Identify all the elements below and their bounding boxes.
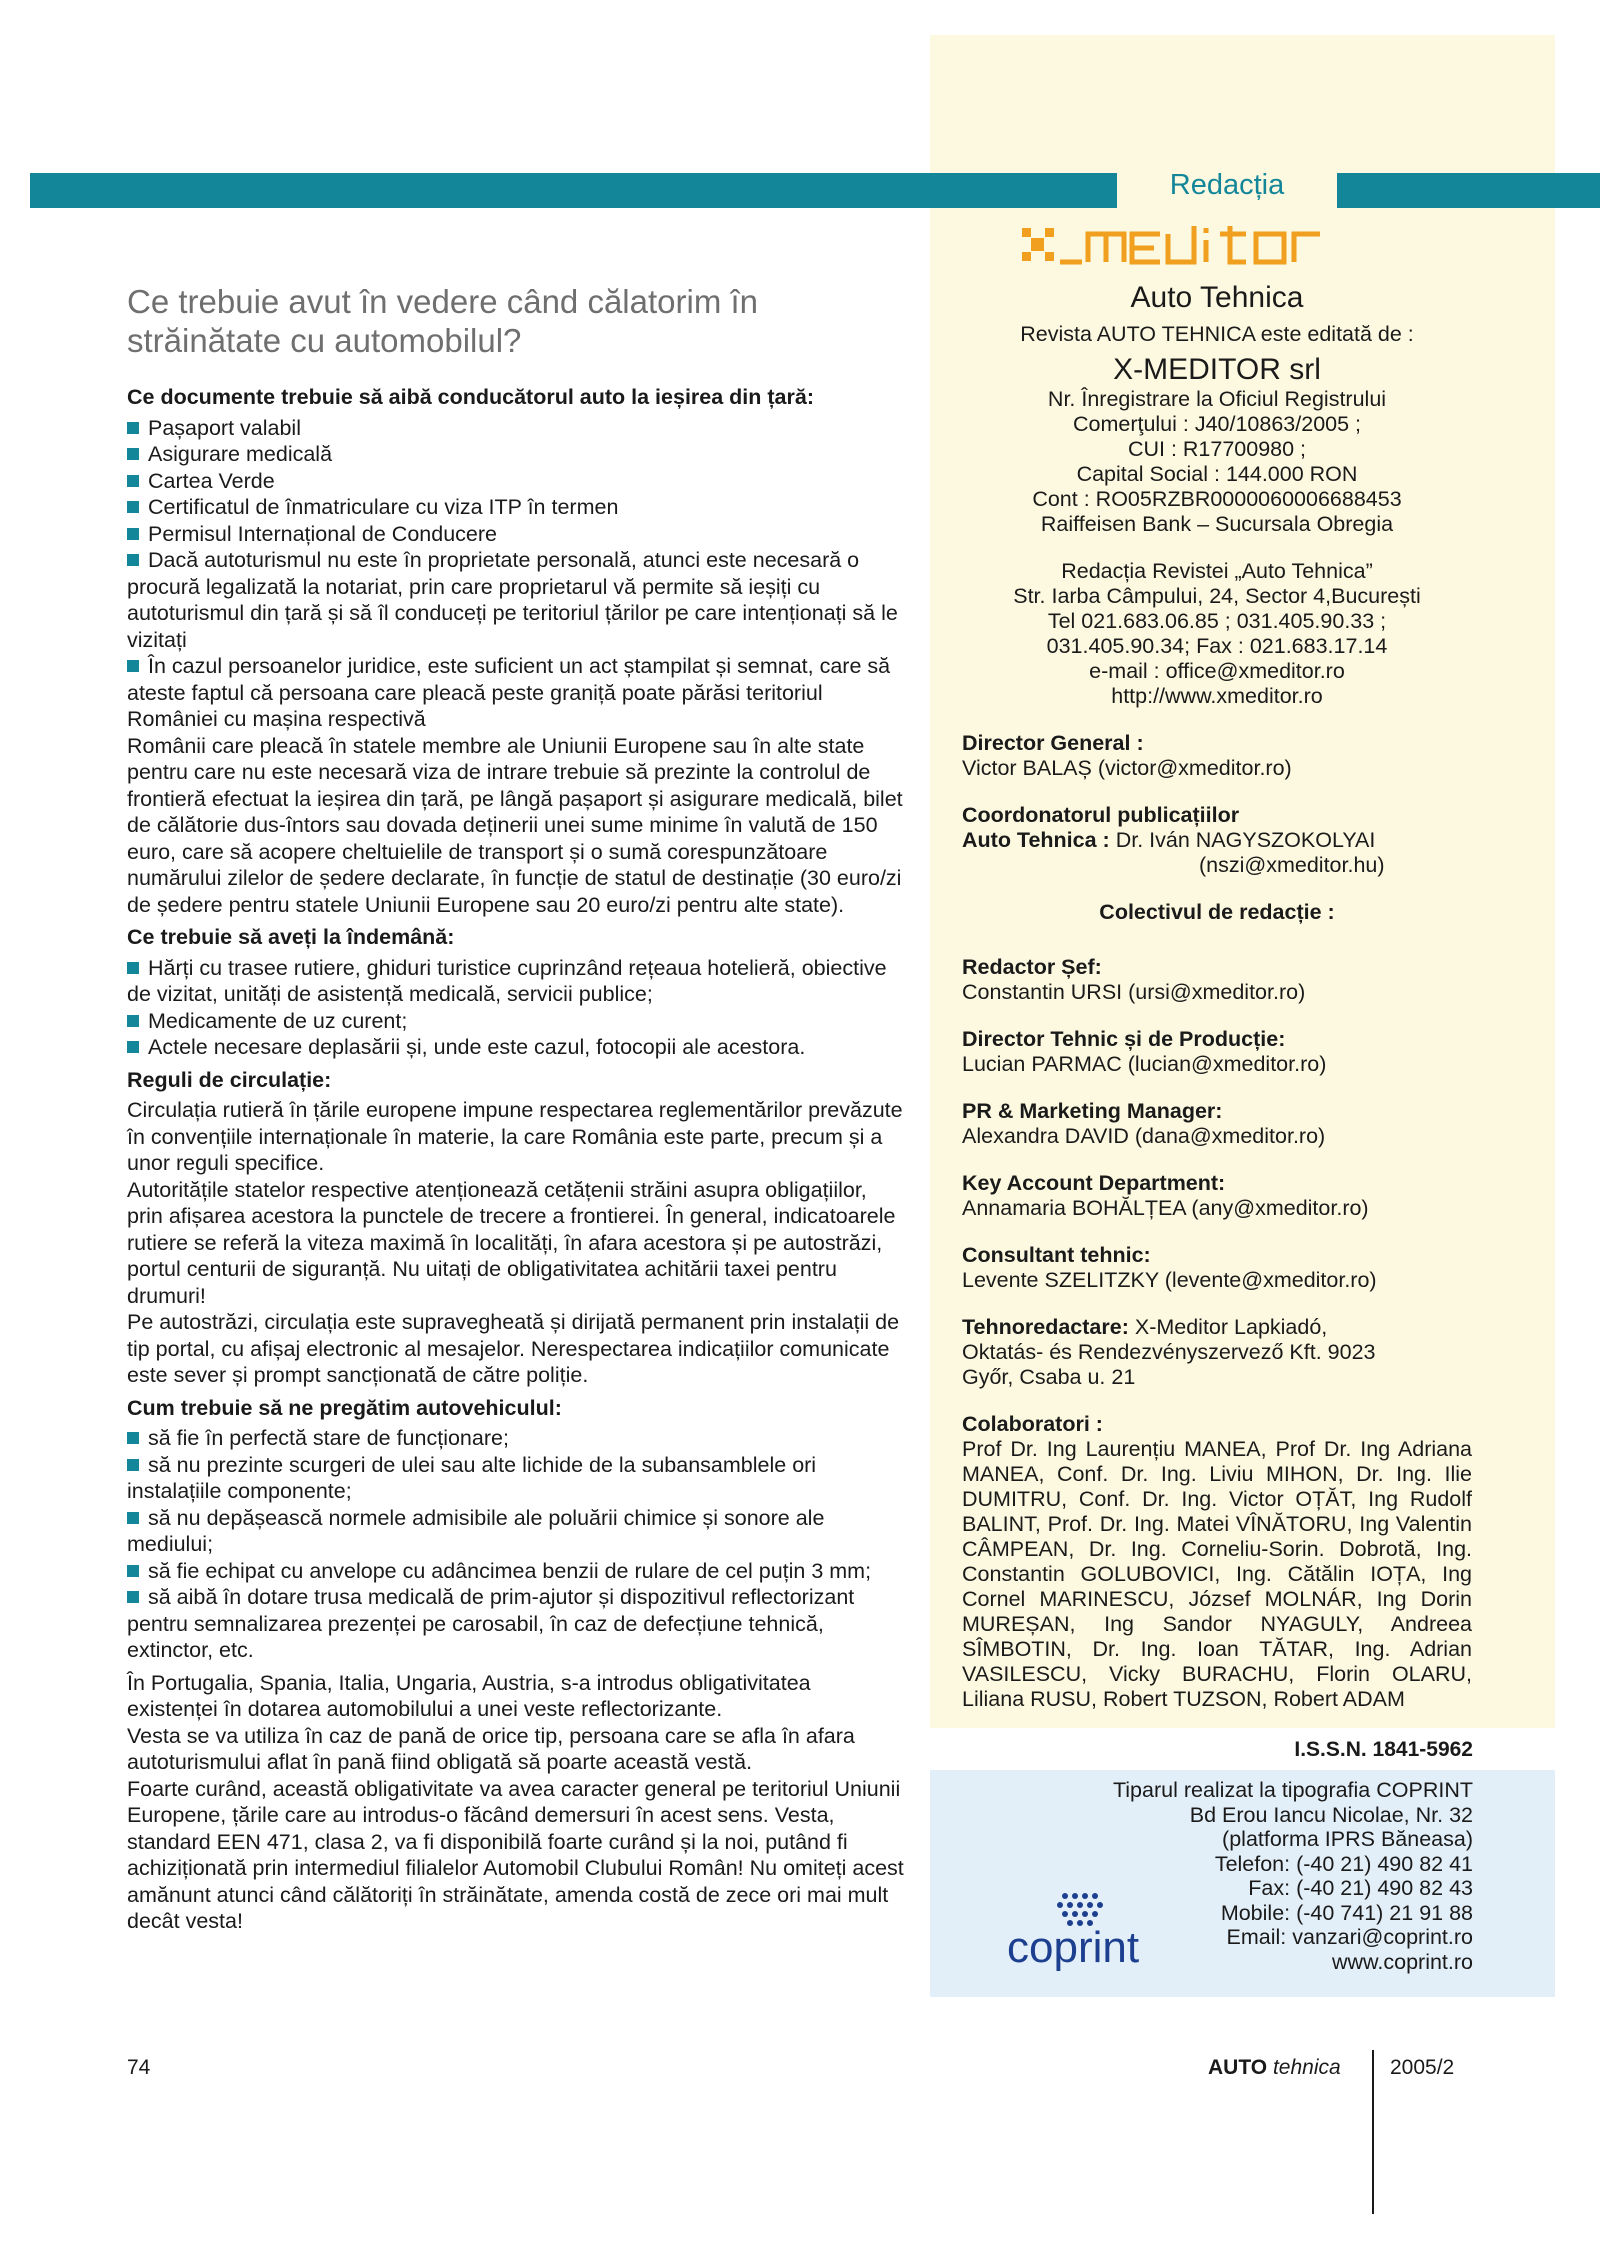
- edited-by: Revista AUTO TEHNICA este editată de :: [1020, 322, 1414, 346]
- paragraph-romanians: Românii care pleacă în statele membre ale Uniunii Europene sau în alte state pentru care nu este necesară viza de intrare trebuie să prezinte la controlul de frontieră efectuat la ieșirea din țară, pe lângă pașaport și asigurare medicală, bilet de călătorie dus-întors sau dovada deținerii unei sume minime în valută de 150 euro, care să acopere cheltuielile de transport și o sumă corespunzătoare numărului zilelor de ședere declarate, în funcție de statul de destinație (30 euro/zi de ședere pentru statele Uniunii Europene sau 20 euro/zi pentru alte state).: [127, 733, 903, 917]
- issn: I.S.S.N. 1841-5962: [1294, 1738, 1473, 1761]
- kam-block: Key Account Department: Annamaria BOHĂLȚEA (any@xmeditor.ro): [962, 1171, 1369, 1220]
- footer-divider: [1372, 2050, 1374, 2214]
- issue-number: 2005/2: [1390, 2056, 1455, 2079]
- paragraph-vest-3: Foarte curând, această obligativitate va avea caracter general pe teritoriul Uniunii Europene, țările care au introdus-o făcând demersuri în acest sens. Vesta, standard EEN 471, clasa 2, va fi disponibilă foarte curând și la noi, putând fi achiziționată prin intermediul filialelor Automobil Clubului Român! Nu omiteți acest amănunt atunci când călătoriți în străinătate, amenda costă de zece ori mai mult decât vesta!: [127, 1776, 904, 1933]
- bullet-icon: [127, 528, 139, 540]
- paragraph-rules-3: Pe autostrăzi, circulația este supravegheată și dirijată permanent prin instalații de tip portal, cu afișaj electronic al mesajelor. Nerespectarea indicațiilor comunicate este sever și prompt sancționată de către poliție.: [127, 1310, 900, 1387]
- team-heading: Colectivul de redacție :: [1099, 900, 1335, 924]
- chief-block: Redactor Șef: Constantin URSI (ursi@xmeditor.ro): [962, 955, 1306, 1004]
- list-item: să fie echipat cu anvelope cu adâncimea benzii de rulare de cel puțin 3 mm;: [127, 1558, 907, 1585]
- list-item: Actele necesare deplasării și, unde este cazul, fotocopii ale acestora.: [127, 1034, 907, 1061]
- bullet-icon: [127, 501, 139, 513]
- bullet-icon: [127, 1512, 139, 1524]
- handy-list: [127, 955, 907, 1061]
- prep-heading: Cum trebuie să ne pregătim autovehiculul:: [127, 1395, 562, 1420]
- masthead: [962, 278, 1472, 1712]
- bullet-icon: [127, 660, 139, 672]
- office-email[interactable]: e-mail : office@xmeditor.ro: [1089, 659, 1345, 683]
- bullet-icon: [127, 475, 139, 487]
- bullet-icon: [127, 1565, 139, 1577]
- paragraph-rules-2: Autoritățile statelor respective atenționează cetățenii străini asupra obligațiilor, prin afișarea acestora la punctele de trecere a frontierei. În general, indicatoarele rutiere se referă la viteza maximă în localități, în afara acestora și pe autostrăzi, portul centurii de siguranță. Nu uitați de obligativitatea achitării taxei pentru drumuri!: [127, 1177, 896, 1308]
- list-item: Dacă autoturismul nu este în proprietate personală, atunci este necesară o procură legalizată la notariat, prin care proprietarul vă permite să ieșiți cu autoturismul din țară și să îl conduceți pe teritoriul țărilor pe care intenționați să le vizitați: [127, 548, 898, 652]
- header-bar-right: [1337, 173, 1600, 208]
- prep-list: [127, 1425, 907, 1664]
- office-website[interactable]: http://www.xmeditor.ro: [1111, 684, 1323, 708]
- collaborators-block: Colaboratori : Prof Dr. Ing Laurențiu MANEA, Prof Dr. Ing Adriana MANEA, Conf. Dr. Ing. Liviu MIHON, Dr. Ing. Ilie DUMITRU, Conf. Dr. Ing. Victor OȚĂT, Ing Rudolf BALINT, Prof. Dr. Ing. Matei VÎNĂTORU, Ing Valentin CÂMPEAN, Dr. Ing. Corneliu-Sorin. Dobrotă, Ing. Constantin GOLUBOVICI, Ing. Cătălin IOȚA, Ing Cornel MARINESCU, József MOLNÁR, Ing Dorin MUREȘAN, Ing Sandor NYAGULY, Andreea SÎMBOTIN, Dr. Ing. Ioan TĂTAR, Ing. Adrian VASILESCU, Vicky BURACHU, Florin OLARU, Liliana RUSU, Robert TUZSON, Robert ADAM: [962, 1412, 1472, 1711]
- article: [127, 282, 907, 1935]
- magazine-name: Auto Tehnica: [1130, 281, 1304, 314]
- printer-details: Tiparul realizat la tipografia COPRINT Bd Erou Iancu Nicolae, Nr. 32 (platforma IPRS Băneasa) Telefon: (-40 21) 490 82 41 Fax: (-40 21) 490 82 43 Mobile: (-40 741) 21 91 88 Email: vanzari@coprint.ro www.coprint.ro: [953, 1778, 1473, 1974]
- publisher-details: Nr. Înregistrare la Oficiul Registrului Comerţului : J40/10863/2005 ; CUI : R17700980 ; Capital Social : 144.000 RON Cont : RO05RZBR0000060006688453 Raiffeisen Bank – Sucursala Obregia: [1032, 387, 1402, 536]
- footer-magazine: AUTO tehnica: [1208, 2056, 1341, 2079]
- list-item: Pașaport valabil: [127, 415, 907, 442]
- bullet-icon: [127, 1432, 139, 1444]
- list-item: Certificatul de înmatriculare cu viza ITP în termen: [127, 494, 907, 521]
- bullet-icon: [127, 1591, 139, 1603]
- printer-email[interactable]: Email: vanzari@coprint.ro: [1226, 1925, 1473, 1949]
- bullet-icon: [127, 422, 139, 434]
- meditor-logo: [1020, 222, 1350, 268]
- bullet-icon: [127, 554, 139, 566]
- coprint-logo: [1005, 1888, 1165, 1976]
- bullet-icon: [127, 1041, 139, 1053]
- list-item: să nu depășească normele admisibile ale poluării chimice și sonore ale mediului;: [127, 1505, 825, 1556]
- bullet-icon: [127, 448, 139, 460]
- tech-block: Director Tehnic și de Producție: Lucian PARMAC (lucian@xmeditor.ro): [962, 1027, 1327, 1076]
- publisher-name: X-MEDITOR srl: [1113, 353, 1321, 386]
- paragraph-vest-2: Vesta se va utiliza în caz de pană de orice tip, persoana care se afla în afara autoturismului aflat în pană fiind obligată să poarte această vestă.: [127, 1723, 855, 1774]
- page-number: 74: [127, 2056, 151, 2079]
- office-details: Redacția Revistei „Auto Tehnica” Str. Iarba Câmpului, 24, Sector 4,București Tel 021.683.06.85 ; 031.405.90.33 ; 031.405.90.34; Fax : 021.683.17.14 e-mail : office@xmeditor.ro http://www.xmeditor.ro: [962, 559, 1472, 709]
- rules-heading: Reguli de circulație:: [127, 1067, 332, 1092]
- list-item: Hărți cu trasee rutiere, ghiduri turistice cuprinzând rețeaua hotelieră, obiective de vizitat, unități de asistență medicală, servicii publice;: [127, 955, 887, 1006]
- list-item: În cazul persoanelor juridice, este suficient un act ștampilat și semnat, care să ateste faptul că persoana care pleacă peste graniță poate părăsi teritoriul României cu mașina respectivă: [127, 654, 891, 731]
- list-item: Asigurare medicală: [127, 441, 907, 468]
- list-item: să fie în perfectă stare de funcționare;: [127, 1425, 907, 1452]
- dtp-block: Tehnoredactare: X-Meditor Lapkiadó, Oktatás- és Rendezvényszervező Kft. 9023 Győr, Csaba u. 21: [962, 1315, 1376, 1389]
- documents-heading: Ce documente trebuie să aibă conducătorul auto la ieșirea din țară:: [127, 385, 814, 409]
- handy-heading: Ce trebuie să aveți la îndemână:: [127, 925, 455, 949]
- paragraph-vest-1: În Portugalia, Spania, Italia, Ungaria, Austria, s-a introdus obligativitatea existenței în dotarea automobilului a unei veste reflectorizante.: [127, 1670, 811, 1721]
- list-item: să nu prezinte scurgeri de ulei sau alte lichide de la subansamblele ori instalațiile componente;: [127, 1452, 817, 1503]
- list-item: Medicamente de uz curent;: [127, 1008, 907, 1035]
- paragraph-rules-1: Circulația rutieră în țările europene impune respectarea reglementărilor prevăzute în convențiile internaționale în materie, la care România este parte, precum și a unor reguli specifice.: [127, 1098, 903, 1175]
- bullet-icon: [127, 1015, 139, 1027]
- list-item: Cartea Verde: [127, 468, 907, 495]
- documents-list: [127, 415, 907, 733]
- coprint-logo-text: coprint: [1007, 1923, 1140, 1972]
- consultant-block: Consultant tehnic: Levente SZELITZKY (levente@xmeditor.ro): [962, 1243, 1377, 1292]
- list-item: să aibă în dotare trusa medicală de prim-ajutor și dispozitivul reflectorizant pentru semnalizarea prezenței pe carosabil, în caz de defecțiune tehnică, extinctor, etc.: [127, 1585, 855, 1662]
- header-bar-left: [30, 173, 1117, 208]
- section-title: Redacția: [1169, 169, 1285, 201]
- bullet-icon: [127, 1459, 139, 1471]
- list-item: Permisul Internațional de Conducere: [127, 521, 907, 548]
- director-block: Director General : Victor BALAȘ (victor@xmeditor.ro): [962, 731, 1292, 780]
- coordinator-block: Coordonatorul publicațiilor Auto Tehnica : Dr. Iván NAGYSZOKOLYAI (nszi@xmeditor.hu): [962, 803, 1385, 877]
- bullet-icon: [127, 962, 139, 974]
- article-title: Ce trebuie avut în vedere când călatorim în străinătate cu automobilul?: [127, 283, 759, 359]
- pr-block: PR & Marketing Manager: Alexandra DAVID (dana@xmeditor.ro): [962, 1099, 1326, 1148]
- printer-website[interactable]: www.coprint.ro: [1332, 1949, 1473, 1974]
